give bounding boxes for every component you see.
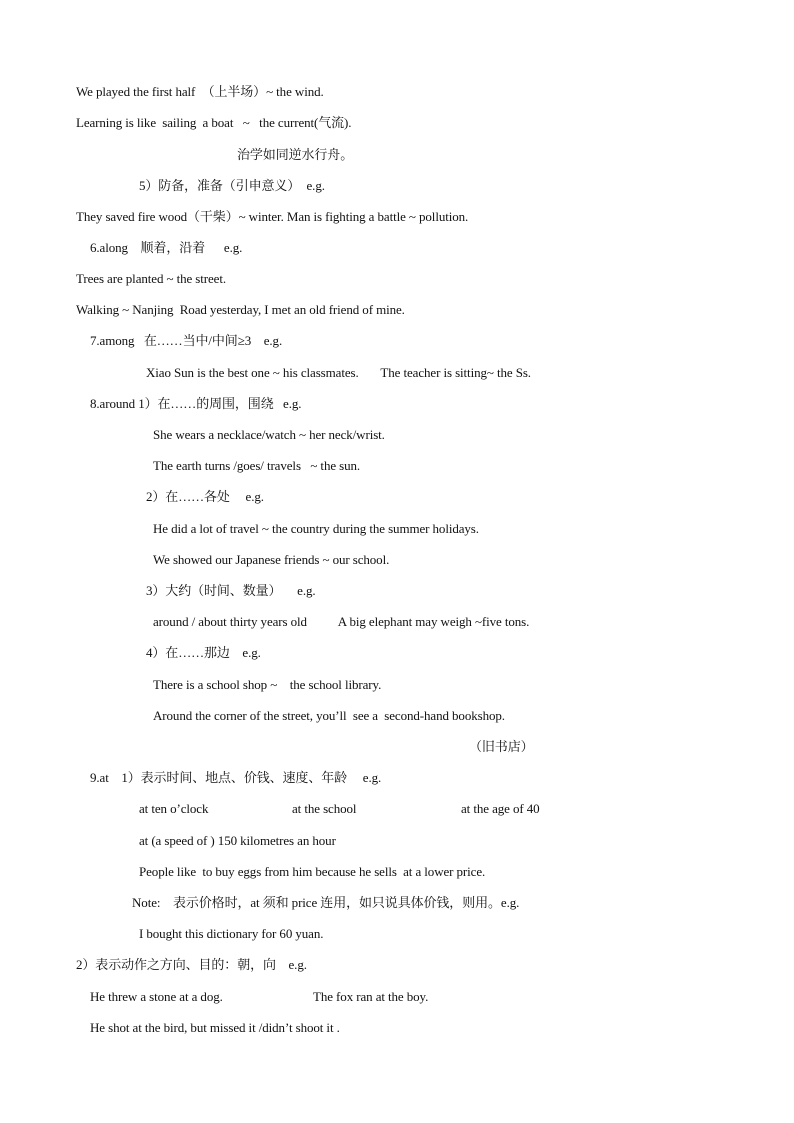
text-line: 6.along 顺着，沿着 e.g. [90, 240, 243, 255]
text-line: Walking ~ Nanjing Road yesterday, I met an old friend of mine. [76, 302, 405, 317]
text-line: They saved fire wood（干柴）~ winter. Man is fighting a battle ~ pollution. [76, 209, 469, 224]
text-line: 8.around 1）在……的周围，围绕 e.g. [90, 396, 302, 411]
text-line: （旧书店） [469, 739, 534, 754]
text-line: He did a lot of travel ~ the country during the summer holidays. [153, 521, 479, 536]
text-line: 7.among 在……当中/中间≥3 e.g. [90, 333, 283, 348]
text-line: I bought this dictionary for 60 yuan. [139, 926, 324, 941]
text-line: The earth turns /goes/ travels ~ the sun. [153, 458, 361, 473]
text-line: People like to buy eggs from him because he sells at a lower price. [139, 864, 486, 879]
text-line: around / about thirty years old A big elephant may weigh ~five tons. [153, 614, 530, 629]
text-line: Around the corner of the street, you’ll see a second-hand bookshop. [153, 708, 505, 723]
text-line: at the age of 40 [461, 801, 540, 816]
text-line: We played the first half （上半场）~ the wind. [76, 84, 324, 99]
text-line: Learning is like sailing a boat ~ the current(气流). [76, 115, 352, 130]
text-line: at (a speed of ) 150 kilometres an hour [139, 833, 336, 848]
text-line: Xiao Sun is the best one ~ his classmates. The teacher is sitting~ the Ss. [146, 365, 531, 380]
text-line: 5）防备，准备（引申意义） e.g. [139, 178, 325, 193]
text-line: There is a school shop ~ the school library. [153, 677, 382, 692]
text-line: at ten o’clock [139, 801, 209, 816]
text-line: The fox ran at the boy. [313, 989, 429, 1004]
text-line: 4）在……那边 e.g. [146, 645, 261, 660]
text-line: 2）表示动作之方向、目的：朝，向 e.g. [76, 957, 307, 972]
text-line: Trees are planted ~ the street. [76, 271, 227, 286]
text-line: He threw a stone at a dog. [90, 989, 223, 1004]
text-line: 2）在……各处 e.g. [146, 489, 264, 504]
text-line: 9.at 1）表示时间、地点、价钱、速度、年龄 e.g. [90, 770, 382, 785]
text-line: 3）大约（时间、数量） e.g. [146, 583, 316, 598]
text-line: She wears a necklace/watch ~ her neck/wrist. [153, 427, 385, 442]
text-line: Note: 表示价格时，at 须和 price 连用，如只说具体价钱，则用。e.g. [132, 895, 520, 910]
text-line: 治学如同逆水行舟。 [237, 147, 354, 162]
text-line: We showed our Japanese friends ~ our school. [153, 552, 390, 567]
text-line: He shot at the bird, but missed it /didn’t shoot it . [90, 1020, 340, 1035]
text-line: at the school [292, 801, 357, 816]
